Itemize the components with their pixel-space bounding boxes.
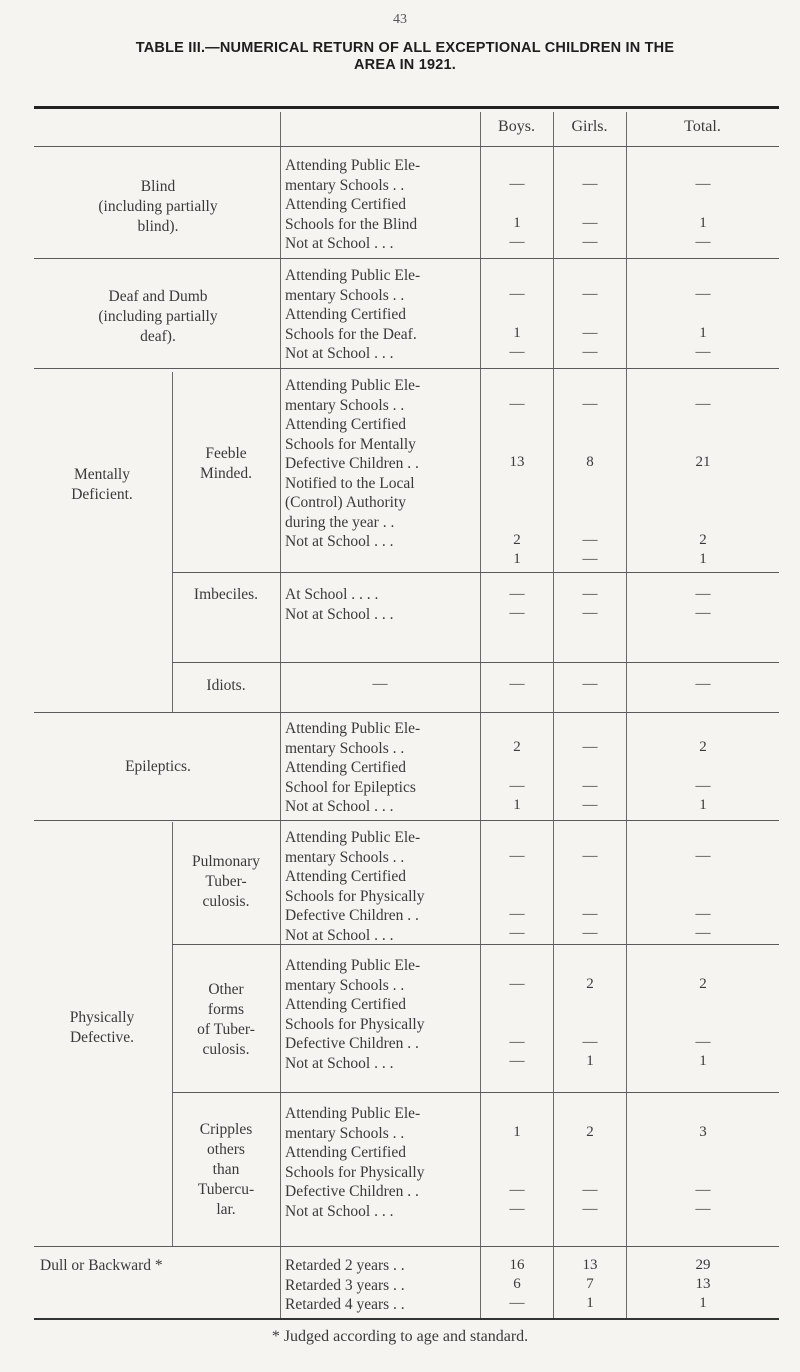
category-physically-defective: Physically Defective. [69,1009,135,1046]
other-tb-girls-1: 2 [586,976,594,992]
feeble-boys-1: — [509,396,525,412]
dull-description: Retarded 2 years . . Retarded 3 years . . Retarded 4 years . . [285,1257,405,1313]
bottom-rule [34,1318,779,1320]
deaf-total-2: 1 [699,325,707,341]
epileptics-girls-2: — [582,778,598,794]
deaf-total-1: — [695,286,711,302]
epileptics-total-2: — [695,778,711,794]
deaf-girls-3: — [582,344,598,360]
row-separator [34,368,779,369]
header-total: Total. [684,118,721,135]
other-tb-boys-1: — [509,976,525,992]
imbeciles-boys-2: — [509,605,525,621]
feeble-girls-2: 8 [586,454,594,470]
page-number: 43 [393,12,407,27]
feeble-total-1: — [695,396,711,412]
subcategory-pulmonary-tuberculosis: Pulmonary Tuber- culosis. [191,853,261,910]
column-divider-girls [553,112,554,1318]
feeble-girls-3: — [582,532,598,548]
blind-boys-2: 1 [513,215,521,231]
subcategory-feeble-minded: Feeble Minded. [199,445,253,482]
cripples-boys-2: — [509,1182,525,1198]
cripples-boys-3: — [509,1201,525,1217]
other-tb-girls-2: — [582,1034,598,1050]
dull-total-1: 29 [695,1257,711,1273]
subcategory-imbeciles: Imbeciles. [193,586,259,603]
row-separator [34,820,779,821]
blind-description: Attending Public Ele- mentary Schools . . Attending Certified Schools for the Blind Not at School . . . [285,157,421,252]
blind-girls-1: — [582,176,598,192]
header-girls: Girls. [571,118,608,135]
pulmonary-description: Attending Public Ele- mentary Schools . . Attending Certified Schools for Physically Defective Children . . Not at School . . . [285,829,425,944]
pulmonary-girls-1: — [582,848,598,864]
epileptics-girls-3: — [582,797,598,813]
cripples-total-1: 3 [699,1124,707,1140]
epileptics-description: Attending Public Ele- mentary Schools . . Attending Certified School for Epileptics Not at School . . . [285,720,421,815]
feeble-total-4: 1 [699,551,707,567]
idiots-boys: — [509,676,525,692]
other-tb-description: Attending Public Ele- mentary Schools . . Attending Certified Schools for Physically Defective Children . . Not at School . . . [285,957,425,1072]
deaf-description: Attending Public Ele- mentary Schools . . Attending Certified Schools for the Deaf. Not at School . . . [285,267,421,362]
feeble-total-3: 2 [699,532,707,548]
cripples-girls-1: 2 [586,1124,594,1140]
row-separator [172,662,779,663]
header-separator [34,146,779,147]
pulmonary-boys-3: — [509,925,525,941]
table-title [60,40,750,74]
cripples-description: Attending Public Ele- mentary Schools . . Attending Certified Schools for Physically Defective Children . . Not at School . . . [285,1105,425,1220]
idiots-description: — [372,676,388,692]
row-separator [34,1246,779,1247]
pulmonary-boys-1: — [509,848,525,864]
cripples-boys-1: 1 [513,1124,521,1140]
cripples-girls-2: — [582,1182,598,1198]
blind-total-2: 1 [699,215,707,231]
dull-boys-2: 6 [513,1276,521,1292]
other-tb-total-3: 1 [699,1053,707,1069]
subcategory-idiots: Idiots. [206,677,246,694]
deaf-boys-3: — [509,344,525,360]
title-line-2: AREA IN 1921. [354,57,456,73]
deaf-girls-2: — [582,325,598,341]
row-separator [34,258,779,259]
footnote: * Judged according to age and standard. [271,1328,529,1345]
column-divider-description [280,112,281,1318]
feeble-description: Attending Public Ele- mentary Schools . . Attending Certified Schools for Mentally Defective Children . . Notified to the Local (Control) Authority during the year . . Not at School . . . [285,377,421,550]
feeble-total-2: 21 [695,454,711,470]
pulmonary-total-2: — [695,906,711,922]
imbeciles-girls-1: — [582,586,598,602]
deaf-boys-1: — [509,286,525,302]
row-separator [34,712,779,713]
feeble-boys-3: 2 [513,532,521,548]
category-blind: Blind (including partially blind). [98,178,218,235]
dull-girls-1: 13 [582,1257,598,1273]
category-dull-or-backward: Dull or Backward * [40,1257,163,1274]
subcategory-divider-physical [172,822,173,1246]
feeble-boys-4: 1 [513,551,521,567]
column-divider-boys [480,112,481,1318]
row-separator [172,944,779,945]
idiots-girls: — [582,676,598,692]
other-tb-total-1: 2 [699,976,707,992]
column-divider-total [626,112,627,1318]
other-tb-girls-3: 1 [586,1053,594,1069]
blind-total-1: — [695,176,711,192]
row-separator [172,1092,779,1093]
dull-girls-2: 7 [586,1276,594,1292]
dull-girls-3: 1 [586,1295,594,1311]
imbeciles-girls-2: — [582,605,598,621]
dull-total-3: 1 [699,1295,707,1311]
blind-girls-3: — [582,234,598,250]
feeble-girls-1: — [582,396,598,412]
deaf-girls-1: — [582,286,598,302]
feeble-girls-4: — [582,551,598,567]
subcategory-cripples: Cripples others than Tubercu- lar. [197,1121,255,1218]
blind-girls-2: — [582,215,598,231]
other-tb-total-2: — [695,1034,711,1050]
epileptics-girls-1: — [582,739,598,755]
imbeciles-total-2: — [695,605,711,621]
dull-boys-1: 16 [509,1257,525,1273]
cripples-total-3: — [695,1201,711,1217]
blind-boys-1: — [509,176,525,192]
other-tb-boys-3: — [509,1053,525,1069]
imbeciles-total-1: — [695,586,711,602]
pulmonary-girls-3: — [582,925,598,941]
row-separator [172,572,779,573]
cripples-girls-3: — [582,1201,598,1217]
epileptics-boys-2: — [509,778,525,794]
pulmonary-total-3: — [695,925,711,941]
pulmonary-total-1: — [695,848,711,864]
blind-boys-3: — [509,234,525,250]
title-line-1: TABLE III.—NUMERICAL RETURN OF ALL EXCEPTIONAL CHILDREN IN THE [135,40,675,56]
top-rule [34,106,779,109]
imbeciles-description: At School . . . . Not at School . . . [285,586,394,623]
deaf-total-3: — [695,344,711,360]
epileptics-boys-1: 2 [513,739,521,755]
dull-boys-3: — [509,1295,525,1311]
epileptics-total-1: 2 [699,739,707,755]
idiots-total: — [695,676,711,692]
header-boys: Boys. [498,118,535,135]
pulmonary-boys-2: — [509,906,525,922]
category-mentally-deficient: Mentally Deficient. [71,466,133,503]
category-deaf: Deaf and Dumb (including partially deaf). [98,288,218,345]
other-tb-boys-2: — [509,1034,525,1050]
blind-total-3: — [695,234,711,250]
deaf-boys-2: 1 [513,325,521,341]
epileptics-boys-3: 1 [513,797,521,813]
imbeciles-boys-1: — [509,586,525,602]
category-epileptics: Epileptics. [125,758,191,775]
dull-total-2: 13 [695,1276,711,1292]
pulmonary-girls-2: — [582,906,598,922]
epileptics-total-3: 1 [699,797,707,813]
subcategory-other-tuberculosis: Other forms of Tuber- culosis. [197,981,255,1058]
feeble-boys-2: 13 [509,454,525,470]
cripples-total-2: — [695,1182,711,1198]
subcategory-divider-mental [172,372,173,712]
